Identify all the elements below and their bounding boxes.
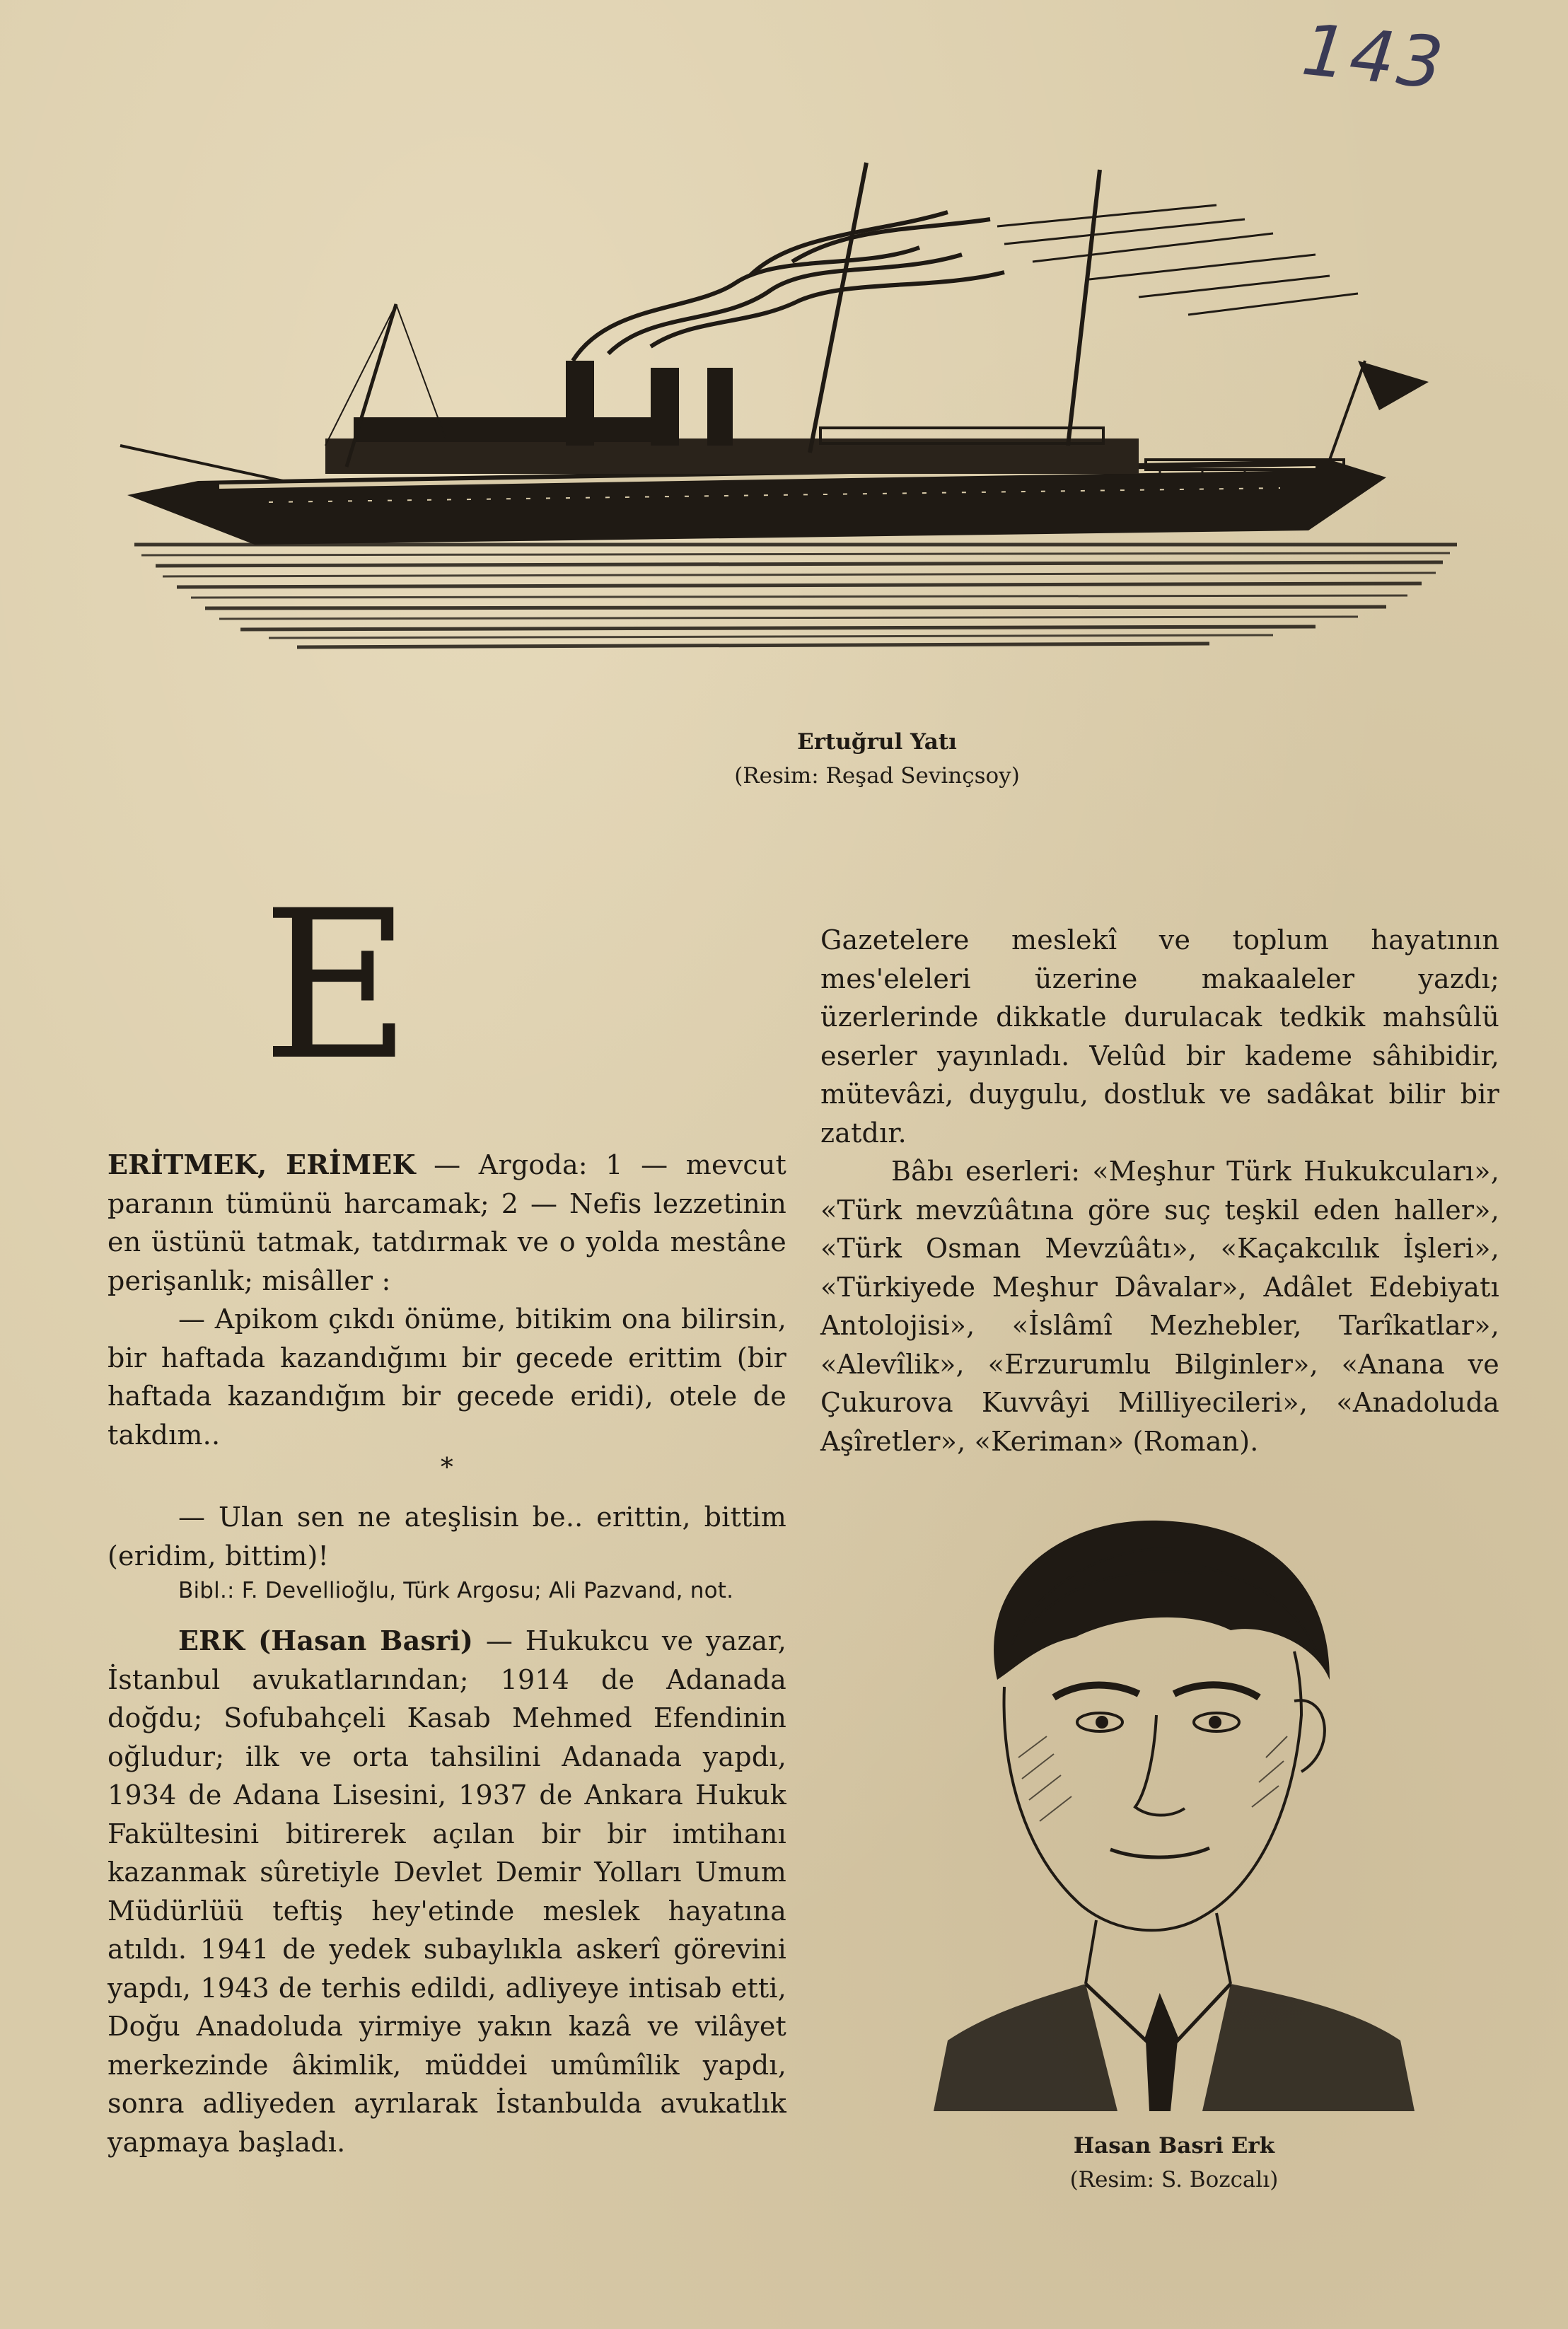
bibliography-note: Bibl.: F. Devellioğlu, Türk Argosu; Ali Pazvand, not. [178, 1578, 734, 1603]
entry-eritmek [108, 1146, 786, 1300]
ship-caption-credit: (Resim: Reşad Sevinçsoy) [734, 763, 1020, 789]
works-list: Bâbı eserleri: «Meşhur Türk Hukukcuları», «Türk mevzûâtına göre suç teşkil eden haller», «Türk Osman Mevzûâtı», «Kaçakcılık İşleri», «Türkiyede Meşhur Dâvalar», Adâlet Edebiyatı Antolojisi», «İslâmî Mezhebler, Tarîkatlar», «Alevîlik», «Erzurumlu Bilginler», «Anana ve Çukurova Kuvvâyi Milliyecileri», «Anadoluda Aşîretler», «Keriman» (Roman). [820, 1156, 1499, 1457]
right-text-column [820, 921, 1499, 1460]
portrait-figure-caption [941, 2129, 1407, 2197]
portrait-caption-title: Hasan Basri Erk [1073, 2133, 1275, 2159]
entry-eritmek-definition: — Argoda: 1 — mevcut paranın tümünü harcamak; 2 — Nefis lezzetinin en üstünü tatmak, tatdırmak ve o yolda mestâne perişanlık; misâller : [108, 1149, 786, 1296]
ertugrul-yacht-illustration [113, 149, 1471, 686]
hasan-basri-erk-portrait [934, 1503, 1415, 2111]
portrait-caption-credit: (Resim: S. Bozcalı) [1069, 2167, 1279, 2192]
entry-erk-headword: ERK (Hasan Basri) [178, 1625, 474, 1656]
decorative-initial-letter: E [262, 867, 412, 1105]
biography-continuation: Gazetelere meslekî ve toplum hayatının mes'eleleri üzerine makaaleler yazdı; üzerlerinde dikkatle durulacak tedkik mahsûlü eserler yayınladı. Velûd bir kademe sâhibidir, mütevâzi, duygulu, dostluk ve sadâkat bilir bir zatdır. [820, 924, 1499, 1149]
example-quote-1: — Apikom çıkdı önüme, bitikim ona bilirsin, bir haftada kazandığımı bir gecede erittim (bir haftada kazandığım bir gecede eridi), otele de takdım.. [108, 1303, 786, 1451]
example-quote-2: — Ulan sen ne ateşlisin be.. erittin, bittim (eridim, bittim)! [108, 1502, 786, 1572]
ship-figure-caption [608, 725, 1146, 793]
handwritten-page-number: 143 [1298, 8, 1450, 106]
entry-erk-biography: — Hukukcu ve yazar, İstanbul avukatlarından; 1914 de Adanada doğdu; Sofubahçeli Kasab Mehmed Efendinin oğludur; ilk ve orta tahsilini Adanada yapdı, 1934 de Adana Lisesini, 1937 de Ankara Hukuk Fakültesini bitirerek açılan bir bir imtihanı kazanmak sûretiyle Devlet Demir Yolları Umum Müdürlüü teftiş hey'etinde meslek hayatına atıldı. 1941 de yedek subaylıkla askerî görevini yapdı, 1943 de terhis edildi, adliyeye intisab etti, Doğu Anadoluda yirmiye yakın kazâ ve vilâyet merkezinde âkimlik, müddei umûmîlik yapdı, sonra adliyeden ayrılarak İstanbulda avukatlık yapmaya başladı. [108, 1625, 786, 2158]
ship-caption-title: Ertuğrul Yatı [797, 729, 957, 755]
entry-eritmek-headword: ERİTMEK, ERİMEK [108, 1149, 416, 1180]
section-separator-asterisk: * [440, 1453, 454, 1482]
left-text-column [108, 1146, 786, 2161]
entry-erk [108, 1622, 786, 2161]
